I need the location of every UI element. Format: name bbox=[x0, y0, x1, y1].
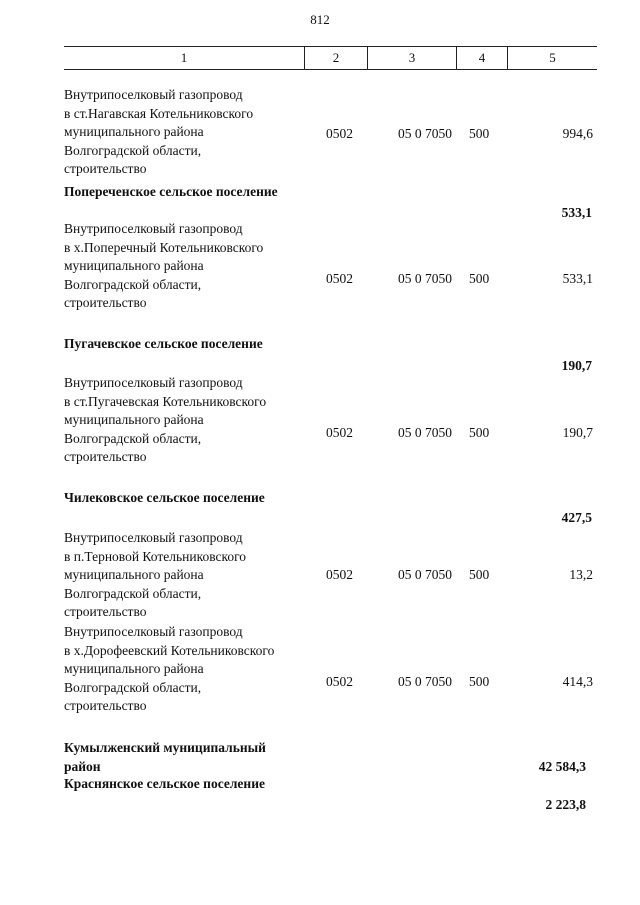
section-title: Попереченское сельское поселение bbox=[64, 184, 278, 199]
table-header bbox=[64, 46, 597, 70]
row-type: 500 bbox=[469, 425, 490, 440]
row-code: 0502 bbox=[326, 425, 353, 440]
section-title: Кумылженский муниципальный район bbox=[64, 740, 266, 774]
row-target: 05 0 7050 bbox=[398, 271, 452, 286]
row-amount: 994,6 bbox=[562, 126, 593, 141]
row-code: 0502 bbox=[326, 674, 353, 689]
row-amount: 414,3 bbox=[562, 674, 593, 689]
page-number: 812 bbox=[310, 12, 330, 27]
row-target: 05 0 7050 bbox=[398, 674, 452, 689]
row-code: 0502 bbox=[326, 567, 353, 582]
header-col-3: 3 bbox=[408, 50, 416, 65]
row-amount: 190,7 bbox=[562, 425, 593, 440]
row-target: 05 0 7050 bbox=[398, 425, 452, 440]
row-type: 500 bbox=[469, 126, 490, 141]
table-row bbox=[64, 220, 597, 314]
row-amount: 533,1 bbox=[562, 271, 593, 286]
row-type: 500 bbox=[469, 674, 490, 689]
section-total: 427,5 bbox=[561, 510, 592, 525]
header-col-1: 1 bbox=[180, 50, 188, 65]
table-row bbox=[64, 374, 597, 468]
header-col-4: 4 bbox=[478, 50, 486, 65]
section-total: 190,7 bbox=[561, 358, 592, 373]
row-description: Внутрипоселковый газопровод в х.Дорофеевский Котельниковского муниципального района Волгоградской области, строительство bbox=[64, 624, 275, 714]
row-code: 0502 bbox=[326, 271, 353, 286]
section-title: Пугачевское сельское поселение bbox=[64, 336, 263, 351]
table-row bbox=[64, 623, 597, 717]
row-code: 0502 bbox=[326, 126, 353, 141]
row-target: 05 0 7050 bbox=[398, 126, 452, 141]
section-total: 2 223,8 bbox=[545, 797, 586, 812]
section-total: 42 584,3 bbox=[538, 759, 586, 774]
row-type: 500 bbox=[469, 567, 490, 582]
header-col-5: 5 bbox=[549, 50, 556, 65]
table-row bbox=[64, 529, 597, 623]
section-title: Краснянское сельское поселение bbox=[64, 776, 265, 791]
table-row bbox=[64, 86, 597, 180]
row-type: 500 bbox=[469, 271, 490, 286]
row-amount: 13,2 bbox=[569, 567, 593, 582]
header-col-2: 2 bbox=[332, 50, 340, 65]
section-total: 533,1 bbox=[561, 205, 592, 220]
row-description: Внутрипоселковый газопровод в ст.Нагавская Котельниковского муниципального района Волгоградской области, строительство bbox=[64, 87, 254, 177]
section-title: Чилековское сельское поселение bbox=[64, 490, 265, 505]
row-target: 05 0 7050 bbox=[398, 567, 452, 582]
row-description: Внутрипоселковый газопровод в ст.Пугачевская Котельниковского муниципального района Волгоградской области, строительство bbox=[64, 375, 267, 465]
row-description: Внутрипоселковый газопровод в х.Поперечный Котельниковского муниципального района Волгоградской области, строительство bbox=[64, 221, 264, 311]
row-description: Внутрипоселковый газопровод в п.Терновой Котельниковского муниципального района Волгоградской области, строительство bbox=[64, 530, 247, 620]
